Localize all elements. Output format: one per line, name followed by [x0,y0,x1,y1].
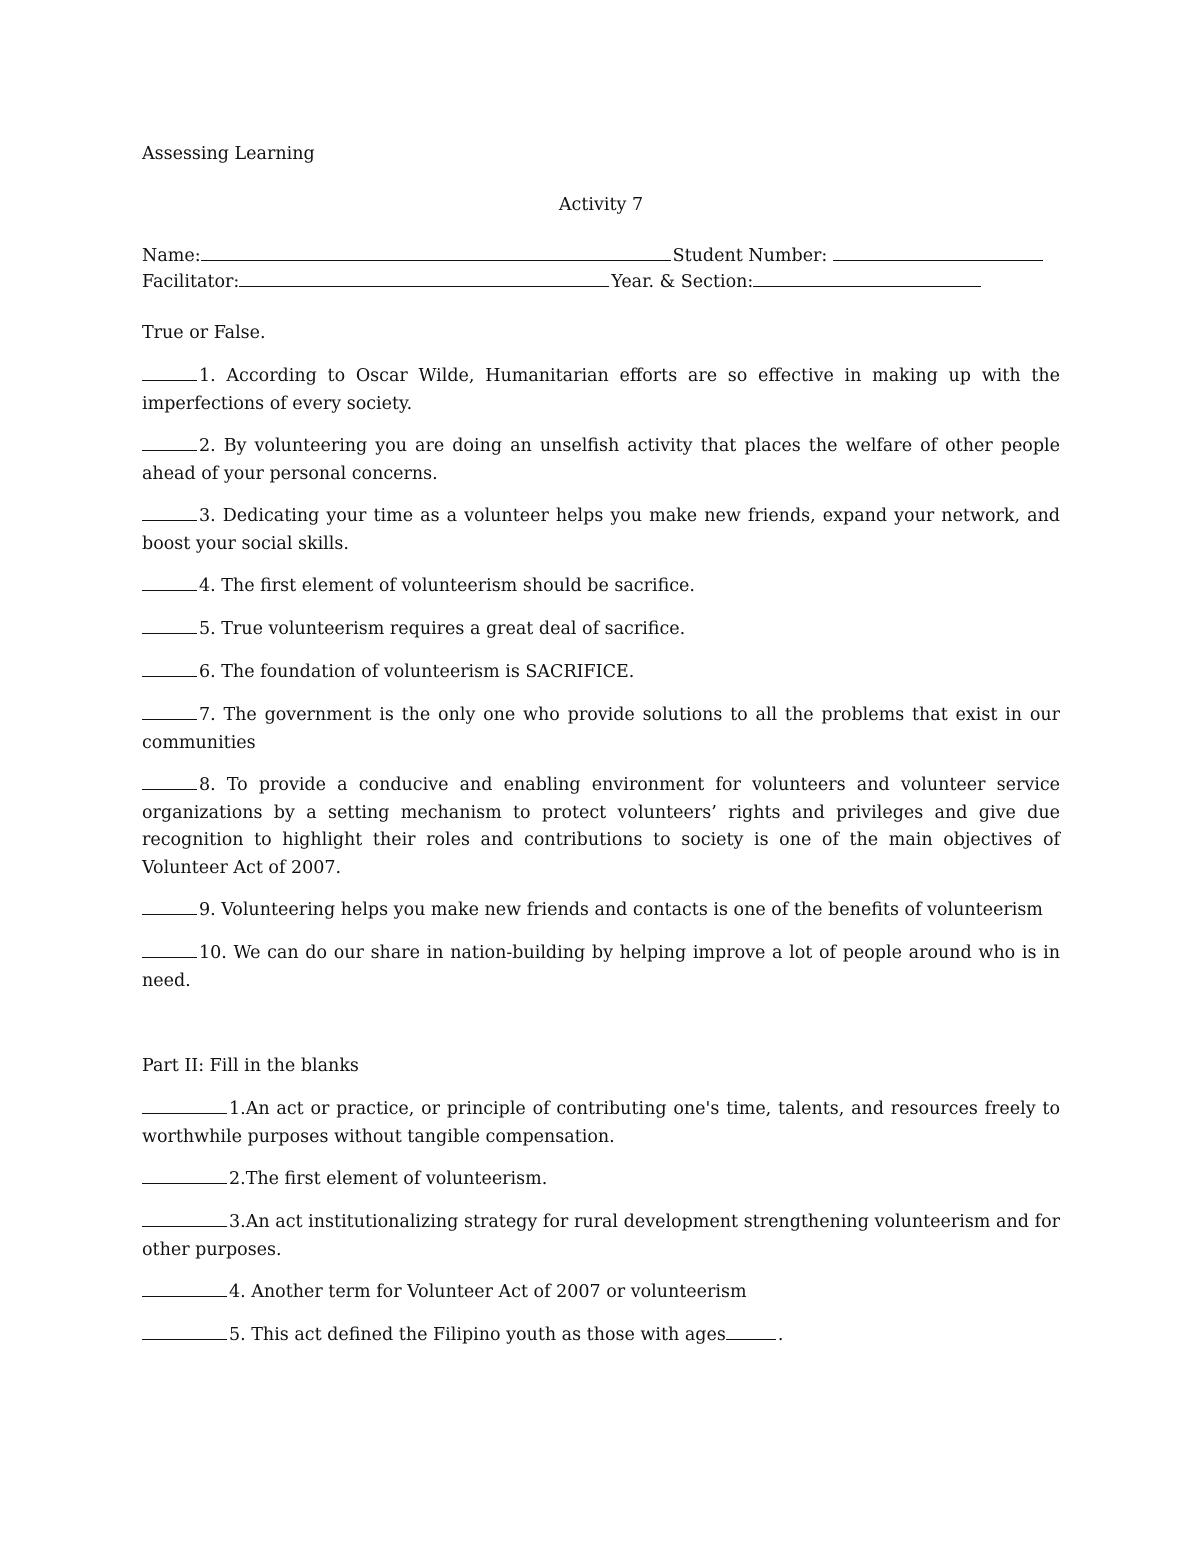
answer-blank[interactable] [142,446,197,451]
answer-blank[interactable] [142,1292,227,1297]
tf-item: 4. The first element of volunteerism should be sacrifice. [142,573,1060,601]
tf-item: 9. Volunteering helps you make new friends and contacts is one of the benefits of volunteerism [142,897,1060,925]
answer-blank[interactable] [142,516,197,521]
fill-item: 3.An act institutionalizing strategy for rural development strengthening volunteerism and for other purposes. [142,1212,1060,1260]
answer-blank[interactable] [142,629,197,634]
section-heading: Assessing Learning [142,144,315,164]
name-row [142,243,1045,269]
fill-item: 4. Another term for Volunteer Act of 2007 or volunteerism [142,1279,1060,1307]
answer-blank[interactable] [142,1179,227,1184]
facilitator-field[interactable] [239,282,609,287]
answer-blank[interactable] [142,785,197,790]
answer-blank[interactable] [142,586,197,591]
facilitator-row [142,269,983,295]
answer-blank[interactable] [142,1109,227,1114]
tf-item: 5. True volunteerism requires a great deal of sacrifice. [142,616,1060,644]
fill-item: 2.The first element of volunteerism. [142,1166,1060,1194]
answer-blank[interactable] [142,910,197,915]
answer-blank[interactable] [142,672,197,677]
part1-title: True or False. [142,323,266,343]
fill-item: 1.An act or practice, or principle of contributing one's time, talents, and resources freely to worthwhile purposes without tangible compensation. [142,1099,1060,1147]
fill-item: 5. This act defined the Filipino youth as those with ages . [142,1322,1060,1350]
tf-item: 10. We can do our share in nation-building by helping improve a lot of people around who is in need. [142,943,1060,991]
part2-title: Part II: Fill in the blanks [142,1056,359,1076]
student-number-field[interactable] [833,256,1043,261]
tf-item: 3. Dedicating your time as a volunteer helps you make new friends, expand your network, and boost your social skills. [142,506,1060,554]
answer-blank[interactable] [142,953,197,958]
answer-blank[interactable] [142,1222,227,1227]
year-section-field[interactable] [753,282,981,287]
tf-item: 2. By volunteering you are doing an unselfish activity that places the welfare of other people ahead of your personal concerns. [142,436,1060,484]
tf-item: 6. The foundation of volunteerism is SACRIFICE. [142,659,1060,687]
tf-item: 1. According to Oscar Wilde, Humanitarian efforts are so effective in making up with the imperfections of every society. [142,366,1060,414]
answer-blank[interactable] [142,376,197,381]
student-number-label: Student Number: [672,246,828,266]
activity-title: Activity 7 [558,195,644,215]
name-label: Name: [142,246,201,266]
tf-item: 7. The government is the only one who provide solutions to all the problems that exist in our communities [142,705,1060,753]
year-section-label: Year. & Section: [611,272,754,292]
answer-blank[interactable] [142,1335,227,1340]
age-blank[interactable] [726,1335,776,1340]
facilitator-label: Facilitator: [142,272,240,292]
tf-item: 8. To provide a conducive and enabling environment for volunteers and volunteer service organizations by a setting mechanism to protect volunteers’ rights and privileges and give due recognition to highlight their roles and contributions to society is one of the main objectives of Volunteer Act of 2007. [142,775,1060,878]
answer-blank[interactable] [142,715,197,720]
name-field[interactable] [201,256,671,261]
